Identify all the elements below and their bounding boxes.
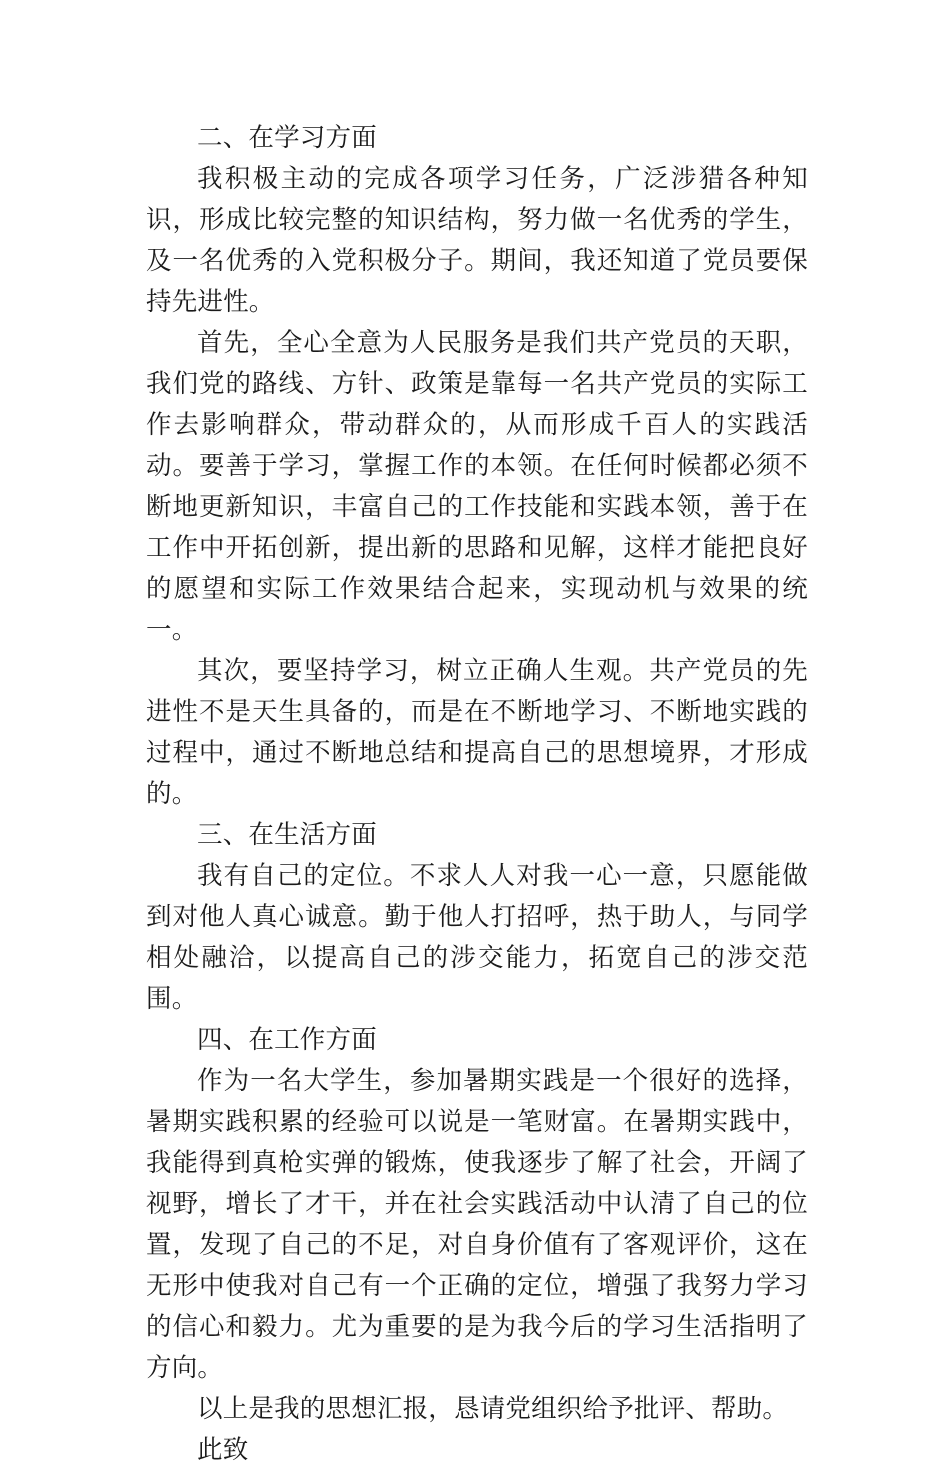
paragraph-life-positioning: 我有自己的定位。不求人人对我一心一意，只愿能做到对他人真心诚意。勤于他人打招呼，热于助人，与同学相处融洽，以提高自己的涉交能力，拓宽自己的涉交范围。 xyxy=(146,861,808,1014)
paragraph-salutation: 此致 xyxy=(197,1435,249,1465)
paragraph-first-serve-people: 首先，全心全意为人民服务是我们共产党员的天职，我们党的路线、方针、政策是靠每一名共产党员的实际工作去影响群众，带动群众的，从而形成千百人的实践活动。要善于学习，掌握工作的本领。在任何时候都必须不断地更新知识，丰富自己的工作技能和实践本领，善于在工作中开拓创新，提出新的思路和见解，这样才能把良好的愿望和实际工作效果结合起来，实现动机与效果的统一。 xyxy=(146,328,808,645)
paragraph-closing-request: 以上是我的思想汇报，恳请党组织给予批评、帮助。 xyxy=(197,1394,789,1424)
paragraph-study-tasks: 我积极主动的完成各项学习任务，广泛涉猎各种知识，形成比较完整的知识结构，努力做一名优秀的学生，及一名优秀的入党积极分子。期间，我还知道了党员要保持先进性。 xyxy=(146,164,808,317)
section-heading-work: 四、在工作方面 xyxy=(197,1025,377,1055)
paragraph-summer-practice: 作为一名大学生，参加暑期实践是一个很好的选择，暑期实践积累的经验可以说是一笔财富。在暑期实践中，我能得到真枪实弹的锻炼，使我逐步了解了社会，开阔了视野，增长了才干，并在社会实践活动中认清了自己的位置，发现了自己的不足，对自身价值有了客观评价，这在无形中使我对自己有一个正确的定位，增强了我努力学习的信心和毅力。尤为重要的是为我今后的学习生活指明了方向。 xyxy=(146,1066,808,1383)
section-heading-study: 二、在学习方面 xyxy=(197,123,377,153)
section-heading-life: 三、在生活方面 xyxy=(197,820,377,850)
paragraph-second-keep-learning: 其次，要坚持学习，树立正确人生观。共产党员的先进性不是天生具备的，而是在不断地学习、不断地实践的过程中，通过不断地总结和提高自己的思想境界，才形成的。 xyxy=(146,656,808,809)
document-page xyxy=(146,118,808,1471)
